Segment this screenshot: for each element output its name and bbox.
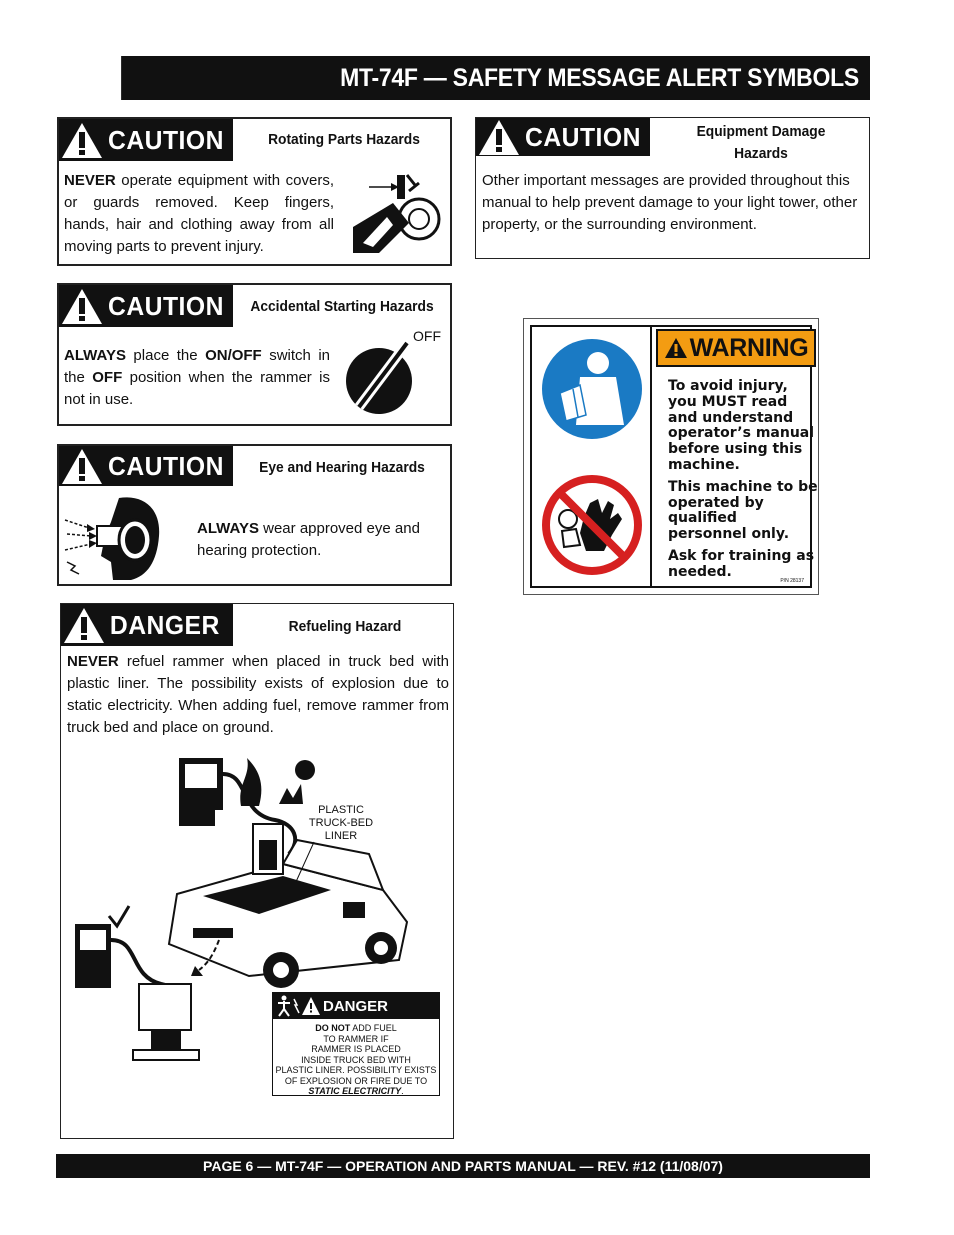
eye-hearing-protection-icon: [61, 492, 171, 584]
message-text-1: place the: [125, 347, 206, 364]
hazard-title-line1: Equipment Damage: [696, 123, 826, 140]
refuel-danger-label-text: [273, 1019, 439, 1097]
caution-word: CAUTION: [108, 124, 224, 155]
caution-word: CAUTION: [108, 290, 224, 321]
label-line1: ADD FUEL: [350, 1023, 397, 1033]
message-text: wear approved eye and hearing protection.: [197, 520, 420, 559]
warning-triangle-icon: [664, 337, 688, 359]
label-line7-period: .: [401, 1086, 404, 1096]
label-line4: INSIDE TRUCK BED WITH: [301, 1054, 411, 1065]
hazard-message: Other important messages are provided throughout this manual to help prevent damage to your light tower, other property, or the surrounding environment.: [482, 172, 858, 233]
label-line6: OF EXPLOSION OR FIRE DUE TO: [284, 1075, 428, 1086]
message-text: operate equipment with covers, or guards removed. Keep fingers, hands, hair and clothing away from all moving parts to prevent injury.: [64, 172, 334, 255]
message-text-3: position when the rammer is not in use.: [64, 369, 330, 408]
label-line5: PLASTIC LINER. POSSIBILITY EXISTS: [275, 1065, 437, 1075]
no-untrained-operator-icon: [540, 473, 644, 577]
label-line2: TO RAMMER IF: [323, 1033, 389, 1044]
liner-callout-line3: LINER: [324, 830, 358, 842]
caution-rotating-parts: [57, 117, 452, 266]
caution-equipment-damage: [475, 117, 870, 259]
caution-word: CAUTION: [525, 121, 641, 152]
caution-accidental-starting: [57, 283, 452, 426]
warning-decal: [523, 318, 819, 595]
hazard-message: [197, 518, 437, 562]
caution-signal: [59, 119, 233, 161]
lead-word: ALWAYS: [64, 347, 126, 364]
warning-paragraph-1: To avoid injury, you MUST read and understand operator’s manual before using this machine.: [668, 378, 815, 473]
page-footer: [56, 1154, 870, 1178]
danger-refueling: [60, 603, 454, 1139]
off-label: OFF: [413, 328, 441, 344]
label-do-not: DO NOT: [315, 1023, 351, 1033]
hazard-title: [674, 121, 849, 165]
hazard-title: Eye and Hearing Hazards: [259, 459, 425, 476]
lead-word: ALWAYS: [197, 520, 259, 537]
hazard-title: Accidental Starting Hazards: [250, 298, 434, 315]
liner-callout-line2: TRUCK-BED: [308, 817, 374, 829]
refuel-danger-label: [272, 992, 440, 1096]
caution-eye-hearing: [57, 444, 452, 586]
static-spark-person-icon: [277, 995, 321, 1017]
warning-paragraph-2: This machine to be operated by qualified personnel only.: [668, 478, 818, 543]
hazard-message: [64, 345, 330, 411]
page-footer-text: PAGE 6 — MT-74F — OPERATION AND PARTS MANUAL — REV. #12 (11/08/07): [203, 1158, 723, 1174]
hazard-title: Rotating Parts Hazards: [268, 131, 420, 148]
page-title: [121, 56, 870, 100]
liner-callout-line1: PLASTIC: [318, 804, 364, 816]
label-line7: STATIC ELECTRICITY: [308, 1086, 402, 1096]
warning-header: [656, 329, 816, 367]
danger-word: DANGER: [109, 609, 220, 640]
warning-triangle-icon: [59, 446, 105, 486]
message-text: refuel rammer when placed in truck bed with plastic liner. The possibility exists of explosion due to static electricity. When adding fuel, remove rammer from truck bed and place on ground.: [67, 653, 449, 736]
warning-paragraph-3: Ask for training as needed.: [668, 547, 815, 580]
hazard-title-line2: Hazards: [734, 145, 788, 162]
hazard-message: [64, 170, 334, 258]
warning-triangle-icon: [476, 117, 522, 157]
caution-signal: [476, 118, 650, 156]
message-text-2: switch in the: [64, 347, 331, 386]
refuel-danger-label-title: DANGER: [323, 997, 389, 1015]
onoff-word: ON/OFF: [205, 347, 262, 364]
part-number: P/N 28137: [780, 578, 804, 584]
warning-decal-frame: [530, 325, 818, 588]
lead-word: NEVER: [64, 172, 116, 189]
hazard-message: [67, 651, 449, 739]
page-title-text: MT-74F — SAFETY MESSAGE ALERT SYMBOLS: [340, 63, 859, 92]
warning-text: [668, 379, 818, 587]
caution-signal: [59, 285, 233, 327]
caution-signal: [59, 446, 233, 486]
on-off-switch-icon: [345, 337, 425, 421]
rotating-parts-hand-icon: [349, 167, 445, 257]
lead-word: NEVER: [67, 653, 119, 670]
caution-word: CAUTION: [108, 450, 224, 481]
off-word: OFF: [92, 369, 123, 386]
label-line3: RAMMER IS PLACED: [311, 1044, 401, 1054]
warning-triangle-icon: [61, 605, 107, 645]
warning-triangle-icon: [59, 120, 105, 160]
refuel-danger-label-header: [273, 993, 439, 1019]
read-manual-icon: [540, 333, 644, 445]
warning-title: WARNING: [689, 333, 809, 362]
hazard-title: Refueling Hazard: [288, 618, 402, 635]
warning-triangle-icon: [59, 286, 105, 326]
danger-signal: [61, 604, 233, 646]
